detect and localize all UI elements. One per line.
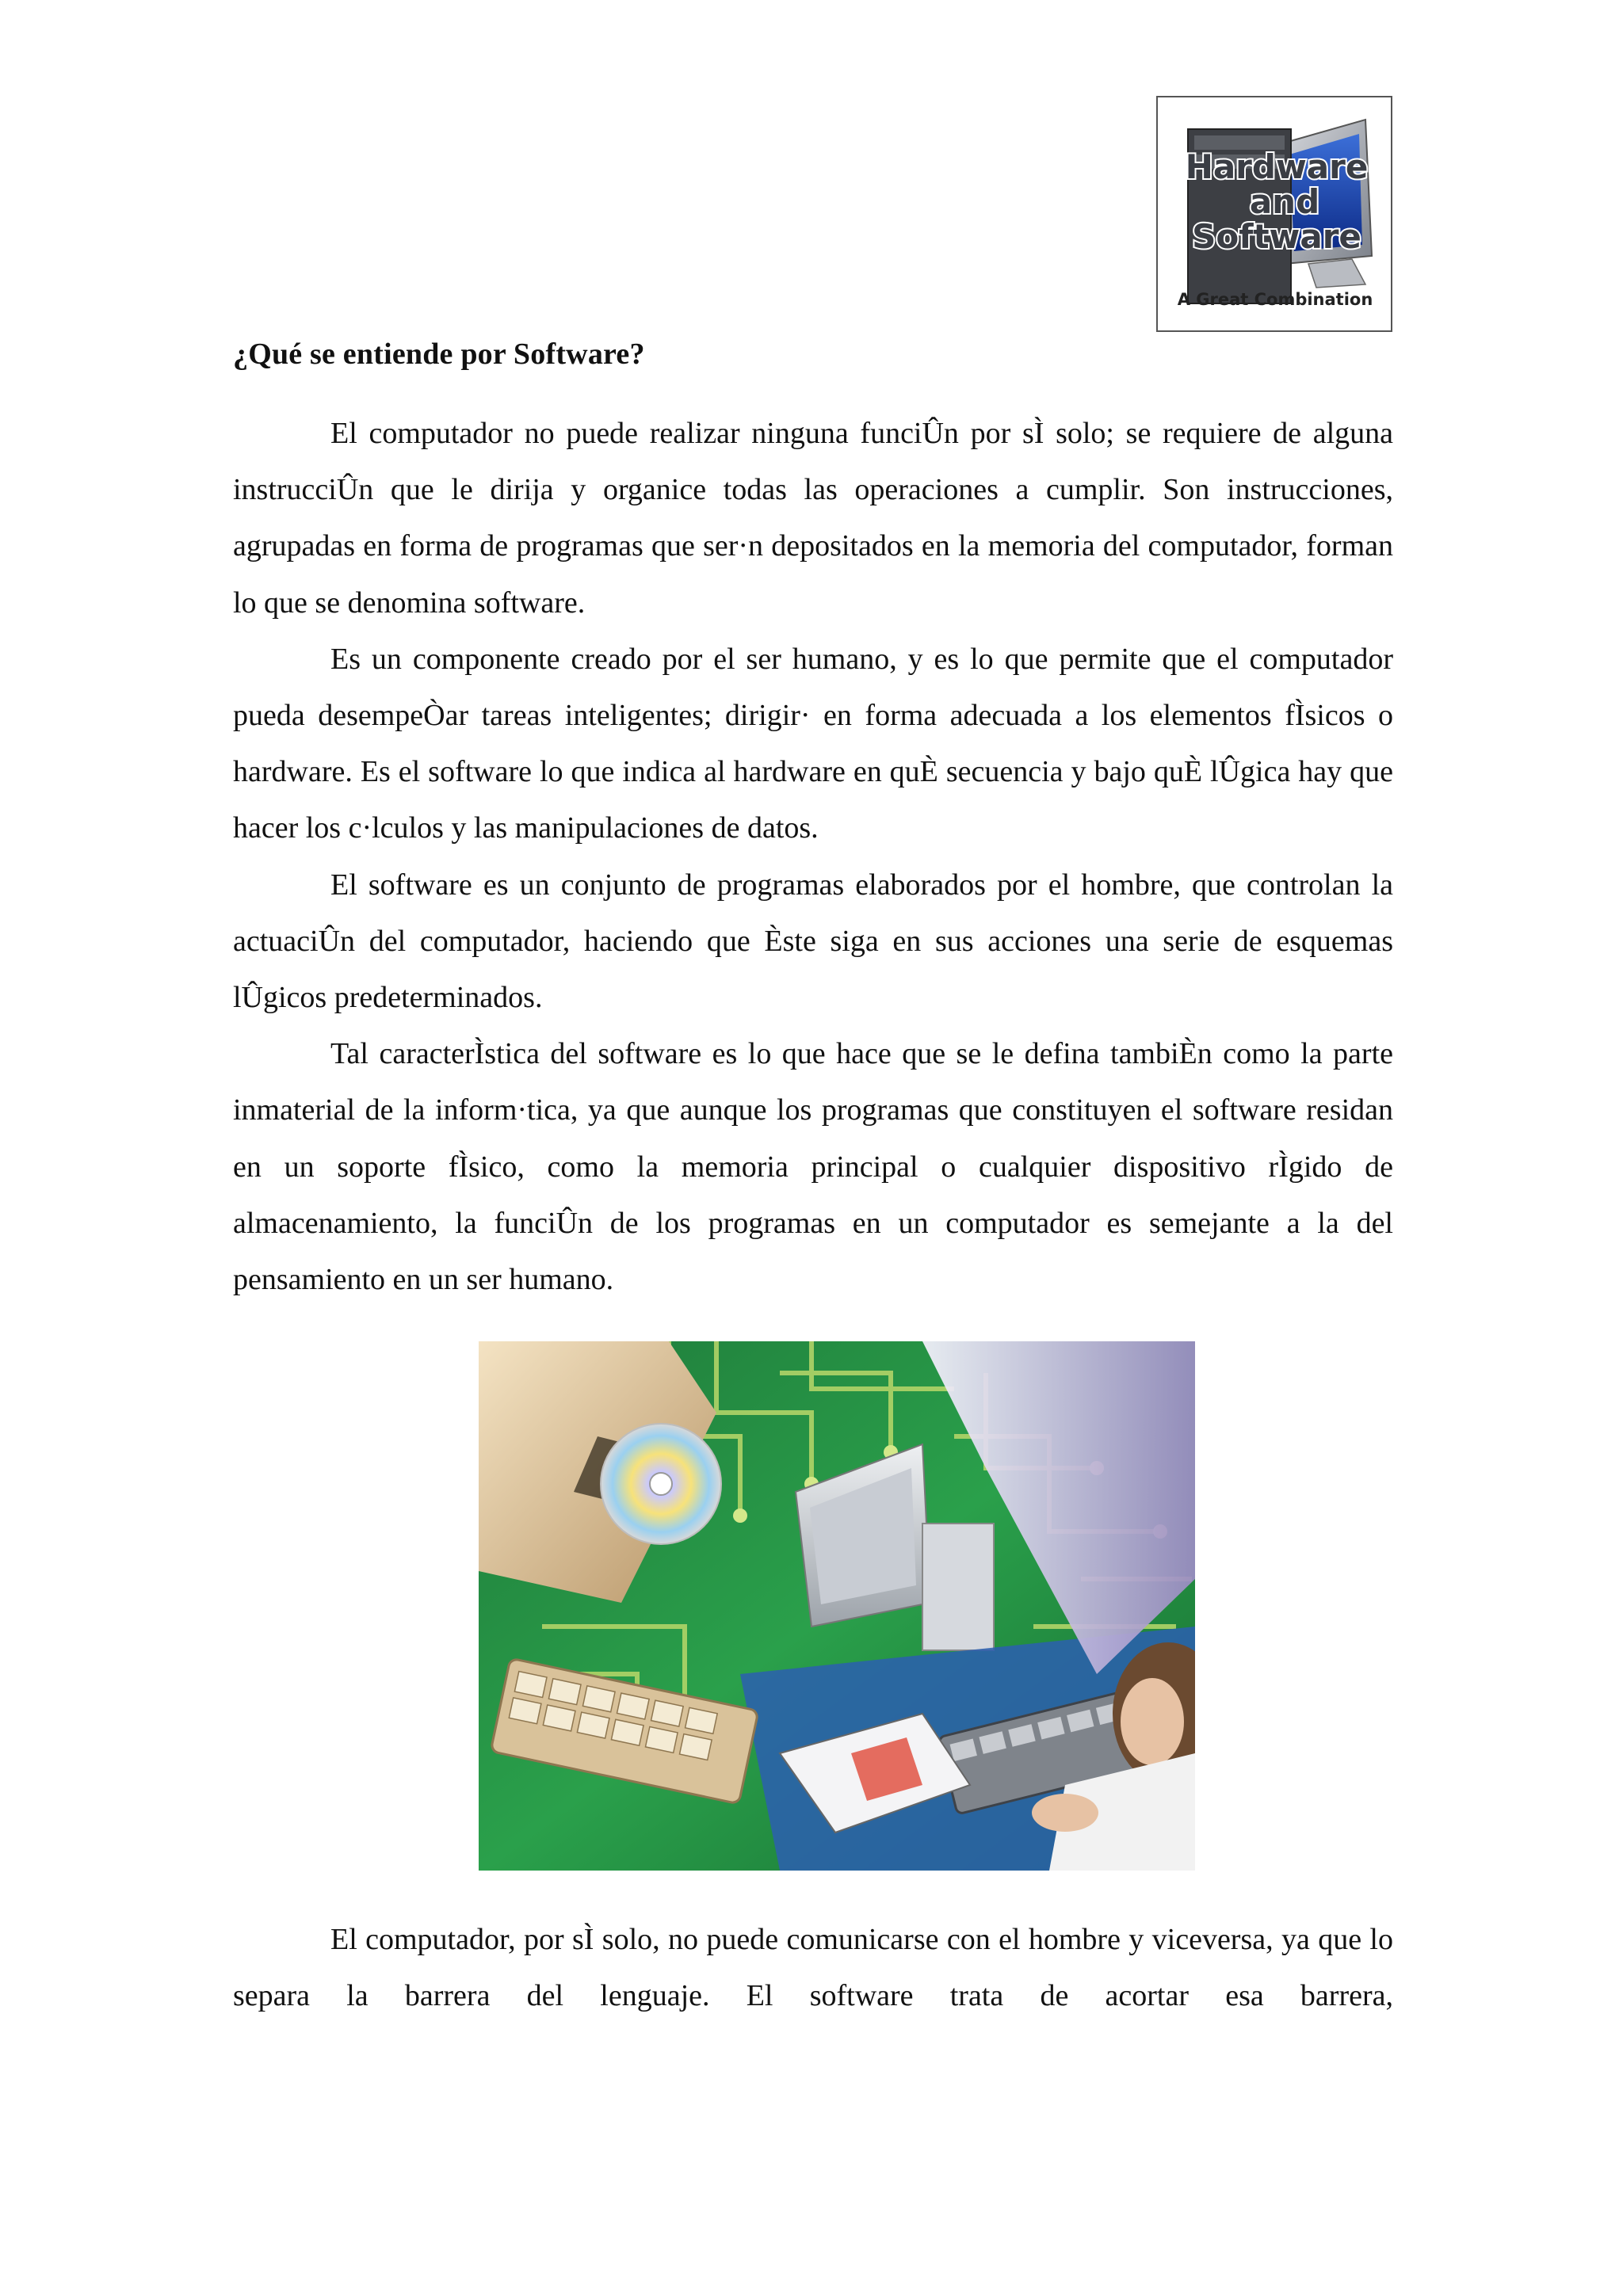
- paragraph-3: El software es un conjunto de programas elaborados por el hombre, que controlan la actuaciÛn del computador, haciendo que Èste siga en sus acciones una serie de esquemas lÛgicos predeterminados.: [233, 868, 1393, 1015]
- paragraph-4: Tal caracterÌstica del software es lo que hace que se le defina tambiÈn como la parte inmaterial de la inform·tica, ya que aunque los programas que constituyen el software residan en un soporte fÌsico, como la memoria principal o cualquier dispositivo rÌgido de almacenamiento, la funciÛn de los programas en un computador es semejante a la del pensamiento en un ser humano.: [233, 1037, 1393, 1297]
- computer-collage-image: [479, 1341, 1195, 1871]
- section-heading: ¿Qué se entiende por Software?: [233, 338, 645, 371]
- logo-tagline: A Great Combination: [1177, 290, 1373, 309]
- closing-text: [233, 1912, 1393, 2024]
- hardware-software-logo: [1156, 96, 1392, 332]
- paragraph-1: El computador no puede realizar ninguna funciÛn por sÌ solo; se requiere de alguna instrucciÛn que le dirija y organice todas las operaciones a cumplir. Son instrucciones, agrupadas en forma de programas que ser·n depositados en la memoria del computador, forman lo que se denomina software.: [233, 417, 1393, 620]
- logo-line-3: Software: [1192, 217, 1361, 256]
- paragraph-2: Es un componente creado por el ser humano, y es lo que permite que el computador pueda desempeÒar tareas inteligentes; dirigir· en forma adecuada a los elementos fÌsicos o hardware. Es el software lo que indica al hardware en quÈ secuencia y bajo quÈ lÛgica hay que hacer los c·lculos y las manipulaciones de datos.: [233, 642, 1393, 845]
- paragraph-5: El computador, por sÌ solo, no puede comunicarse con el hombre y viceversa, ya que lo separa la barrera del lenguaje. El software trata de acortar esa barrera,: [233, 1923, 1393, 2013]
- body-text: [233, 406, 1393, 1308]
- logo-line-2: and: [1249, 182, 1320, 221]
- logo-line-1: Hardware: [1185, 147, 1369, 186]
